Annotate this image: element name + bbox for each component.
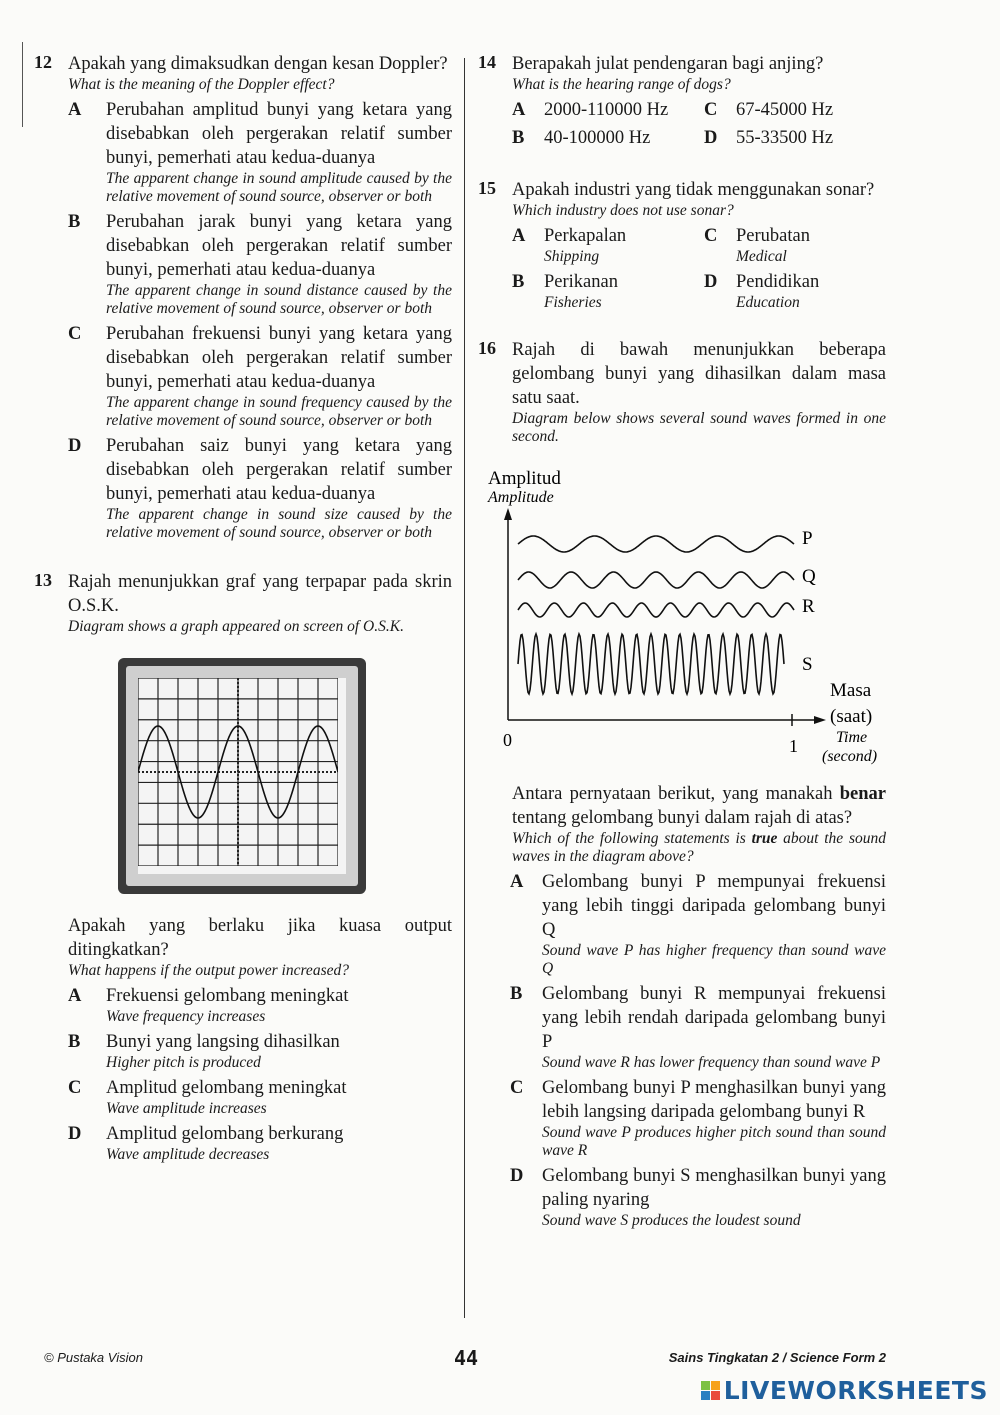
option-text-ms: Perkapalan <box>544 226 627 246</box>
wave-label-r: R <box>802 596 815 617</box>
option-text-ms: Frekuensi gelombang meningkat <box>106 986 349 1006</box>
option-letter: C <box>704 100 718 120</box>
publisher-credit: © Pustaka Vision <box>44 1350 143 1365</box>
option-c[interactable] <box>704 224 886 266</box>
option-text-ms: Perubahan saiz bunyi yang ketara yang disebabkan oleh pergerakan relatif sumber bunyi, pemerhati atau kedua-duanya <box>106 436 452 504</box>
question-12 <box>34 52 452 542</box>
option-d[interactable] <box>512 1164 886 1230</box>
option-a[interactable] <box>512 224 694 266</box>
option-letter: A <box>512 100 526 120</box>
question-text-ms: Rajah menunjukkan graf yang terpapar pada skrin O.S.K. <box>68 572 452 616</box>
option-letter: B <box>512 272 525 292</box>
option-a[interactable] <box>512 870 886 978</box>
question-text-en: What is the hearing range of dogs? <box>512 76 731 93</box>
sound-wave-diagram <box>478 458 888 774</box>
option-text-en: Shipping <box>544 248 600 265</box>
option-letter: A <box>68 986 82 1006</box>
wave-q <box>518 572 794 588</box>
option-letter: B <box>68 212 81 232</box>
option-letter: B <box>510 984 523 1004</box>
y-axis-arrow <box>504 508 512 520</box>
option-text-en: Wave amplitude decreases <box>106 1146 270 1163</box>
question-16 <box>478 338 886 1230</box>
option-text-en: Sound wave P produces higher pitch sound than sound wave R <box>542 1124 886 1159</box>
question-number: 14 <box>478 52 496 72</box>
option-d[interactable] <box>68 434 452 542</box>
question-number: 12 <box>34 52 52 72</box>
question-number: 16 <box>478 338 496 358</box>
option-letter: A <box>68 100 82 120</box>
left-column <box>34 52 452 1178</box>
option-letter: D <box>68 1124 82 1144</box>
option-letter: D <box>704 272 718 292</box>
wave-r <box>518 603 794 617</box>
x-end-label: 1 <box>789 736 798 756</box>
option-a[interactable] <box>512 98 694 122</box>
x-axis-label-ms-2: (saat) <box>830 706 873 727</box>
question-text-ms-2: Antara pernyataan berikut, yang manakah benar tentang gelombang bunyi dalam rajah di atas? <box>512 784 886 828</box>
option-c[interactable] <box>704 98 886 122</box>
option-value: 67-45000 Hz <box>736 100 834 120</box>
option-d[interactable] <box>704 126 886 150</box>
question-number: 13 <box>34 570 52 590</box>
oscilloscope-grid <box>138 678 338 866</box>
option-letter: A <box>512 226 526 246</box>
option-value: 55-33500 Hz <box>736 128 834 148</box>
option-text-ms: Pendidikan <box>736 272 820 292</box>
y-axis-label-ms: Amplitud <box>488 468 561 489</box>
option-text-ms: Gelombang bunyi R mempunyai frekuensi yang lebih rendah daripada gelombang bunyi P <box>542 984 886 1052</box>
oscilloscope-screen <box>138 678 338 866</box>
option-text-en: Medical <box>736 248 787 265</box>
wave-s <box>518 634 784 694</box>
question-text-en-2: What happens if the output power increased? <box>68 962 349 979</box>
margin-line <box>22 42 23 127</box>
option-text-ms: Perubahan amplitud bunyi yang ketara yang disebabkan oleh pergerakan relatif sumber bunyi, pemerhati atau kedua-duanya <box>106 100 452 168</box>
option-text-ms: Amplitud gelombang meningkat <box>106 1078 347 1098</box>
option-text-en: Wave frequency increases <box>106 1008 266 1025</box>
question-text-en: Which industry does not use sonar? <box>512 202 734 219</box>
option-text-ms: Bunyi yang langsing dihasilkan <box>106 1032 340 1052</box>
option-a[interactable] <box>68 984 452 1026</box>
option-text-en: Higher pitch is produced <box>106 1054 261 1071</box>
options-grid <box>512 98 886 150</box>
wave-p <box>518 536 794 552</box>
brand-text: LIVEWORKSHEETS <box>723 1376 988 1405</box>
option-letter: D <box>510 1166 524 1186</box>
option-text-en: The apparent change in sound size caused by the relative movement of sound source, observer or both <box>106 506 452 541</box>
option-d[interactable] <box>704 270 886 312</box>
option-text-ms: Gelombang bunyi P menghasilkan bunyi yang lebih langsing daripada gelombang bunyi R <box>542 1078 886 1122</box>
option-b[interactable] <box>512 126 694 150</box>
liveworksheets-brand[interactable] <box>701 1376 988 1405</box>
option-letter: D <box>68 436 82 456</box>
liveworksheets-logo-icon <box>701 1381 720 1400</box>
option-text-ms: Perubahan jarak bunyi yang ketara yang disebabkan oleh pergerakan relatif sumber bunyi, pemerhati atau kedua-duanya <box>106 212 452 280</box>
option-text-ms: Amplitud gelombang berkurang <box>106 1124 344 1144</box>
option-b[interactable] <box>68 1030 452 1072</box>
emphasis-benar: benar <box>839 784 886 804</box>
column-divider <box>464 58 465 1318</box>
option-text-ms: Gelombang bunyi S menghasilkan bunyi yang paling nyaring <box>542 1166 886 1210</box>
question-text-ms-2: Apakah yang berlaku jika kuasa output ditingkatkan? <box>68 916 452 960</box>
wave-label-p: P <box>802 528 813 549</box>
option-letter: C <box>704 226 718 246</box>
question-text-en: Diagram shows a graph appeared on screen of O.S.K. <box>68 618 404 635</box>
question-text-en: Diagram below shows several sound waves formed in one second. <box>512 410 886 445</box>
question-text-en: What is the meaning of the Doppler effect? <box>68 76 335 93</box>
option-text-en: Fisheries <box>544 294 602 311</box>
option-a[interactable] <box>68 98 452 206</box>
wave-label-s: S <box>802 654 813 675</box>
question-text-en-2: Which of the following statements is true about the sound waves in the diagram above? <box>512 830 886 865</box>
option-text-en: Wave amplitude increases <box>106 1100 267 1117</box>
x-axis-arrow <box>814 716 826 724</box>
option-letter: B <box>68 1032 81 1052</box>
option-b[interactable] <box>512 270 694 312</box>
option-text-ms: Perubahan frekuensi bunyi yang ketara yang disebabkan oleh pergerakan relatif sumber bunyi, pemerhati atau kedua-duanya <box>106 324 452 392</box>
option-c[interactable] <box>68 322 452 430</box>
question-text-ms: Apakah industri yang tidak menggunakan sonar? <box>512 180 875 200</box>
emphasis-true: true <box>751 830 778 847</box>
option-text-en: Sound wave P has higher frequency than sound wave Q <box>542 942 886 977</box>
question-text-ms: Apakah yang dimaksudkan dengan kesan Doppler? <box>68 54 448 74</box>
option-c[interactable] <box>68 1076 452 1118</box>
option-text-ms: Perubatan <box>736 226 810 246</box>
option-letter: C <box>68 324 82 344</box>
option-letter: D <box>704 128 718 148</box>
x-axis-label-ms-1: Masa <box>830 680 872 701</box>
page-number: 44 <box>454 1346 479 1370</box>
option-text-en: The apparent change in sound frequency caused by the relative movement of sound source, observer or both <box>106 394 452 429</box>
question-14 <box>478 52 886 150</box>
option-letter: A <box>510 872 524 892</box>
option-value: 2000-110000 Hz <box>544 100 669 120</box>
x-axis-label-en-1: Time <box>836 729 868 746</box>
question-text-ms: Rajah di bawah menunjukkan beberapa gelombang bunyi yang dihasilkan dalam masa satu saat. <box>512 340 886 408</box>
option-text-ms: Perikanan <box>544 272 618 292</box>
origin-label: 0 <box>503 730 512 750</box>
option-letter: B <box>512 128 525 148</box>
option-letter: C <box>68 1078 82 1098</box>
option-b[interactable] <box>512 982 886 1072</box>
option-text-en: Education <box>736 294 800 311</box>
x-axis-label-en-2: (second) <box>822 748 878 765</box>
options-grid <box>512 224 886 312</box>
option-text-en: The apparent change in sound distance caused by the relative movement of sound source, observer or both <box>106 282 452 317</box>
option-text-en: Sound wave S produces the loudest sound <box>542 1212 801 1229</box>
option-letter: C <box>510 1078 524 1098</box>
question-text-ms: Berapakah julat pendengaran bagi anjing? <box>512 54 824 74</box>
option-b[interactable] <box>68 210 452 318</box>
option-text-en: Sound wave R has lower frequency than sound wave P <box>542 1054 881 1071</box>
y-axis-label-en: Amplitude <box>488 489 554 506</box>
question-15 <box>478 178 886 312</box>
right-column <box>478 52 886 1244</box>
question-13 <box>34 570 452 1164</box>
wave-label-q: Q <box>802 566 816 587</box>
oscilloscope <box>118 658 366 894</box>
option-text-ms: Gelombang bunyi P mempunyai frekuensi yang lebih tinggi daripada gelombang bunyi Q <box>542 872 886 940</box>
question-number: 15 <box>478 178 496 198</box>
option-c[interactable] <box>512 1076 886 1160</box>
book-title: Sains Tingkatan 2 / Science Form 2 <box>668 1350 886 1365</box>
option-d[interactable] <box>68 1122 452 1164</box>
option-text-en: The apparent change in sound amplitude caused by the relative movement of sound source, observer or both <box>106 170 452 205</box>
option-value: 40-100000 Hz <box>544 128 651 148</box>
